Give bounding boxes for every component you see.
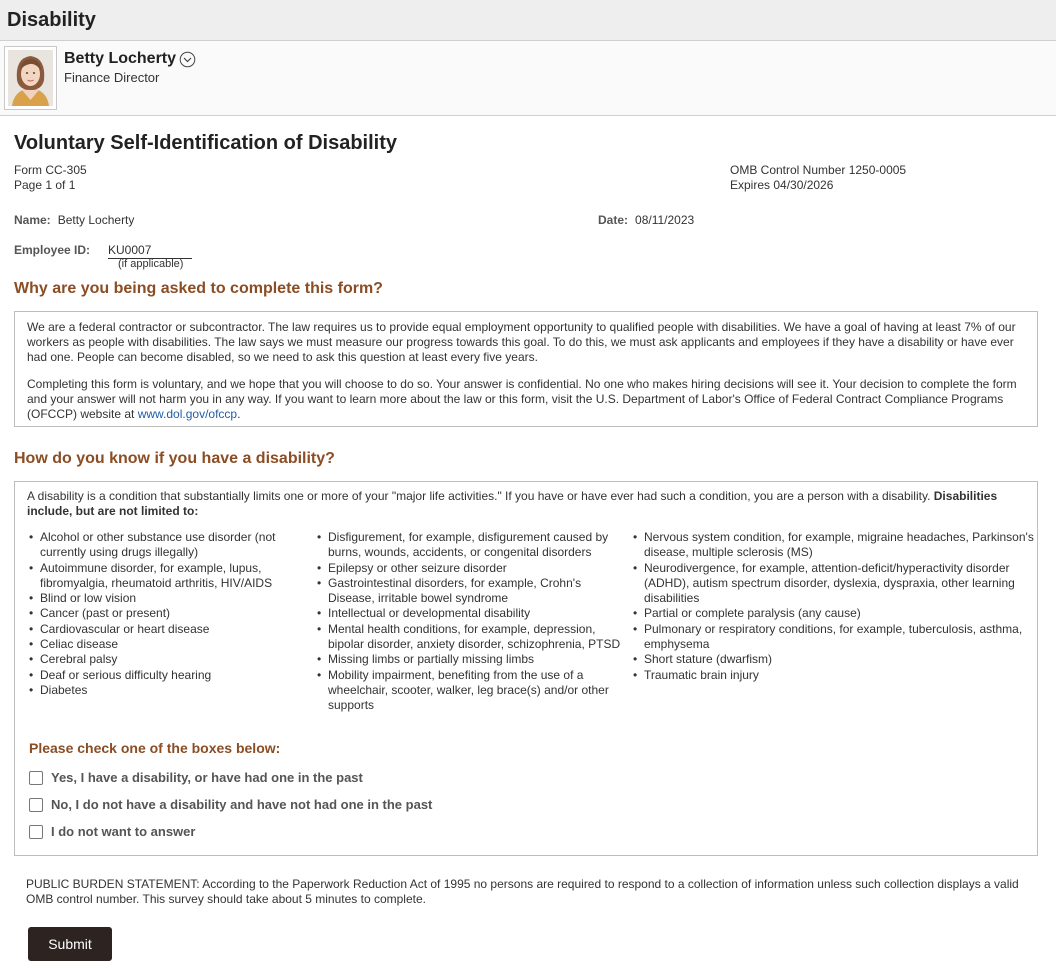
- chevron-down-icon[interactable]: [179, 51, 196, 68]
- why-box: [14, 311, 1038, 427]
- date-value: 08/11/2023: [635, 213, 695, 227]
- name-row: [14, 213, 134, 227]
- date-label: Date:: [598, 213, 629, 227]
- person-name-row: [64, 50, 196, 68]
- disability-list-item: • Intellectual or developmental disability: [317, 606, 623, 621]
- disability-list-item: • Diabetes: [29, 683, 291, 698]
- how-intro: [27, 489, 1027, 519]
- person-name: Betty Locherty: [64, 50, 177, 67]
- form-number: Form CC-305: [14, 163, 87, 177]
- disability-list-1: [29, 530, 291, 698]
- option-no[interactable]: [29, 797, 432, 812]
- how-heading: How do you know if you have a disability?: [14, 450, 335, 467]
- why-paragraph-2-text: Completing this form is voluntary, and we hope that you will choose to do so. Your answer is confidential. No one who makes hiring decisions will see it. Your decision to complete the form and your answer will not harm you in any way. If you want to learn more about the law or this form, visit the U.S. Department of Labor's Office of Federal Contract Compliance Programs (OFCCP) website at: [27, 377, 1017, 421]
- disability-list-col-2: [317, 530, 623, 714]
- disability-list-item: • Blind or low vision: [29, 591, 291, 606]
- disability-list-item: • Cancer (past or present): [29, 606, 291, 621]
- employee-id-note: (if applicable): [118, 258, 184, 270]
- how-box: [14, 481, 1038, 856]
- page-title: Disability: [7, 9, 96, 31]
- form-meta-right: [730, 163, 906, 193]
- disability-list-3: [633, 530, 1035, 683]
- public-burden-statement: PUBLIC BURDEN STATEMENT: According to the Paperwork Reduction Act of 1995 no persons are required to respond to a collection of information unless such collection displays a valid OMB control number. This survey should take about 5 minutes to complete.: [26, 877, 1019, 906]
- disability-list-item: • Partial or complete paralysis (any cause): [633, 606, 1035, 621]
- why-paragraph-1: We are a federal contractor or subcontractor. The law requires us to provide equal employment opportunity to qualified people with disabilities. We have a goal of having at least 7% of our workers as people with disabilities. The law says we must measure our progress towards this goal. To do this, we must ask applicants and employees if they have a disability or have ever had one. People can become disabled, so we need to ask this question at least every five years.: [27, 320, 1016, 364]
- disability-list-item: • Cerebral palsy: [29, 652, 291, 667]
- disability-list-item: • Mobility impairment, benefiting from the use of a wheelchair, scooter, walker, leg brace(s) and/or other supports: [317, 668, 623, 714]
- date-row: [598, 213, 694, 227]
- avatar-photo-icon: [8, 50, 53, 106]
- disability-list-item: • Epilepsy or other seizure disorder: [317, 561, 623, 576]
- disability-list-item: • Gastrointestinal disorders, for example, Crohn's Disease, irritable bowel syndrome: [317, 576, 623, 607]
- person-job-title: Finance Director: [64, 70, 160, 85]
- option-decline-label[interactable]: I do not want to answer: [51, 824, 196, 839]
- why-paragraph-2: [27, 377, 1025, 422]
- option-decline-checkbox[interactable]: [29, 825, 43, 839]
- disability-list-item: • Nervous system condition, for example, migraine headaches, Parkinson's disease, multiple sclerosis (MS): [633, 530, 1035, 561]
- employee-id-row: [14, 243, 90, 257]
- disability-list-2: [317, 530, 623, 714]
- page-info: Page 1 of 1: [14, 178, 76, 192]
- disability-list-col-1: [29, 530, 291, 698]
- avatar: [4, 46, 57, 110]
- disability-list-item: • Disfigurement, for example, disfigurement caused by burns, wounds, accidents, or congenital disorders: [317, 530, 623, 561]
- ofccp-link[interactable]: www.dol.gov/ofccp: [137, 407, 238, 421]
- page-header: [0, 0, 1056, 41]
- how-intro-bold: Disabilities include, but are not limited to:: [27, 489, 998, 518]
- disability-list-item: • Missing limbs or partially missing limbs: [317, 652, 623, 667]
- disability-list-item: • Alcohol or other substance use disorder (not currently using drugs illegally): [29, 530, 291, 561]
- disability-list-item: • Pulmonary or respiratory conditions, for example, tuberculosis, asthma, emphysema: [633, 622, 1035, 653]
- disability-list-item: • Short stature (dwarfism): [633, 652, 1035, 667]
- disability-list-item: • Traumatic brain injury: [633, 668, 1035, 683]
- option-decline[interactable]: [29, 824, 195, 839]
- option-no-label[interactable]: No, I do not have a disability and have not had one in the past: [51, 797, 433, 812]
- disability-list-item: • Mental health conditions, for example, depression, bipolar disorder, anxiety disorder, schizophrenia, PTSD: [317, 622, 623, 653]
- how-intro-text: A disability is a condition that substantially limits one or more of your "major life activities." If you have or have ever had such a condition, you are a person with a disability.: [27, 489, 931, 503]
- why-paragraph-2-suffix: .: [237, 407, 241, 421]
- option-yes[interactable]: [29, 770, 363, 785]
- name-value: Betty Locherty: [57, 213, 135, 227]
- disability-list-item: • Celiac disease: [29, 637, 291, 652]
- option-yes-checkbox[interactable]: [29, 771, 43, 785]
- expiry-date: Expires 04/30/2026: [730, 178, 834, 192]
- disability-list-item: • Neurodivergence, for example, attention-deficit/hyperactivity disorder (ADHD), autism spectrum disorder, dyslexia, dyspraxia, other learning disabilities: [633, 561, 1035, 607]
- option-yes-label[interactable]: Yes, I have a disability, or have had one in the past: [51, 770, 363, 785]
- form-title: Voluntary Self-Identification of Disability: [14, 132, 397, 154]
- disability-list-item: • Autoimmune disorder, for example, lupus, fibromyalgia, rheumatoid arthritis, HIV/AIDS: [29, 561, 291, 592]
- check-heading: Please check one of the boxes below:: [29, 740, 281, 756]
- omb-control-number: OMB Control Number 1250-0005: [730, 163, 907, 177]
- disability-list-item: • Deaf or serious difficulty hearing: [29, 668, 291, 683]
- disability-list-item: • Cardiovascular or heart disease: [29, 622, 291, 637]
- name-label: Name:: [14, 213, 51, 227]
- disability-list-col-3: [633, 530, 1035, 683]
- option-no-checkbox[interactable]: [29, 798, 43, 812]
- why-heading: Why are you being asked to complete this form?: [14, 280, 383, 297]
- employee-id-label: Employee ID:: [14, 243, 91, 257]
- employee-id-value: KU0007: [108, 243, 192, 259]
- submit-button[interactable]: Submit: [28, 927, 112, 961]
- person-bar: [0, 41, 1056, 116]
- form-meta-left: [14, 163, 87, 193]
